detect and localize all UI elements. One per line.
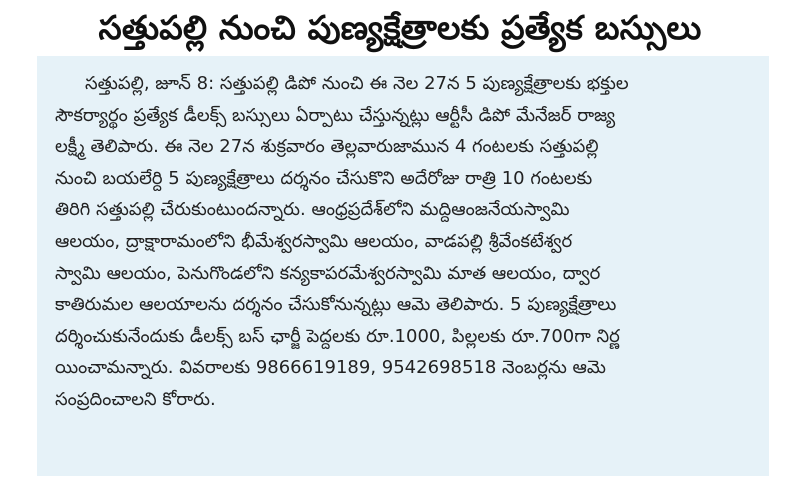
article-body-line: సౌకర్యార్థం ప్రత్యేక డీలక్స్ బస్సులు ఏర్పాటు చేస్తున్నట్లు ఆర్టీసీ డిపో మేనేజర్ రాజ్య xyxy=(55,104,616,126)
article-headline: సత్తుపల్లి నుంచి పుణ్యక్షేత్రాలకు ప్రత్యేక బస్సులు xyxy=(98,8,702,47)
article-body-line: ఆలయం, ద్రాక్షారామంలోని భీమేశ్వరస్వామి ఆలయం, వాడపల్లి శ్రీవేంకటేశ్వర xyxy=(55,230,573,252)
article-body-box xyxy=(37,56,769,476)
article-body-line: తిరిగి సత్తుపల్లి చేరుకుంటుందన్నారు. ఆంధ్రప్రదేశ్‌లోని మద్దిఆంజనేయస్వామి xyxy=(55,199,570,221)
article-body-line: నుంచి బయలేర్ది 5 పుణ్యక్షేత్రాలు దర్శనం చేసుకొని అదేరోజు రాత్రి 10 గంటలకు xyxy=(55,167,593,189)
article-body-line: సంప్రదించాలని కోరారు. xyxy=(55,388,216,410)
article-body-line: సత్తుపల్లి, జూన్ 8: సత్తుపల్లి డిపో నుంచి ఈ నెల 27న 5 పుణ్యక్షేత్రాలకు భక్తుల xyxy=(85,73,629,94)
article-body-line: కాతిరుమల ఆలయాలను దర్శనం చేసుకోనున్నట్లు ఆమె తెలిపారు. 5 పుణ్యక్షేత్రాలు xyxy=(55,294,617,316)
article-body-line: లక్ష్మీ తెలిపారు. ఈ నెల 27న శుక్రవారం తెల్లవారుజామున 4 గంటలకు సత్తుపల్లి xyxy=(55,136,599,158)
article-body-line: యించామన్నారు. వివరాలకు 9866619189, 9542698518 నెంబర్లను ఆమె xyxy=(55,357,606,379)
article-body-line: స్వామి ఆలయం, పెనుగొండలోని కన్యకాపరమేశ్వరస్వామి మాత ఆలయం, ద్వార xyxy=(55,262,601,284)
article-body-line: దర్శించుకునేందుకు డీలక్స్ బస్ ఛార్జీ పెద్దలకు రూ.1000, పిల్లలకు రూ.700గా నిర్ణ xyxy=(55,325,620,347)
